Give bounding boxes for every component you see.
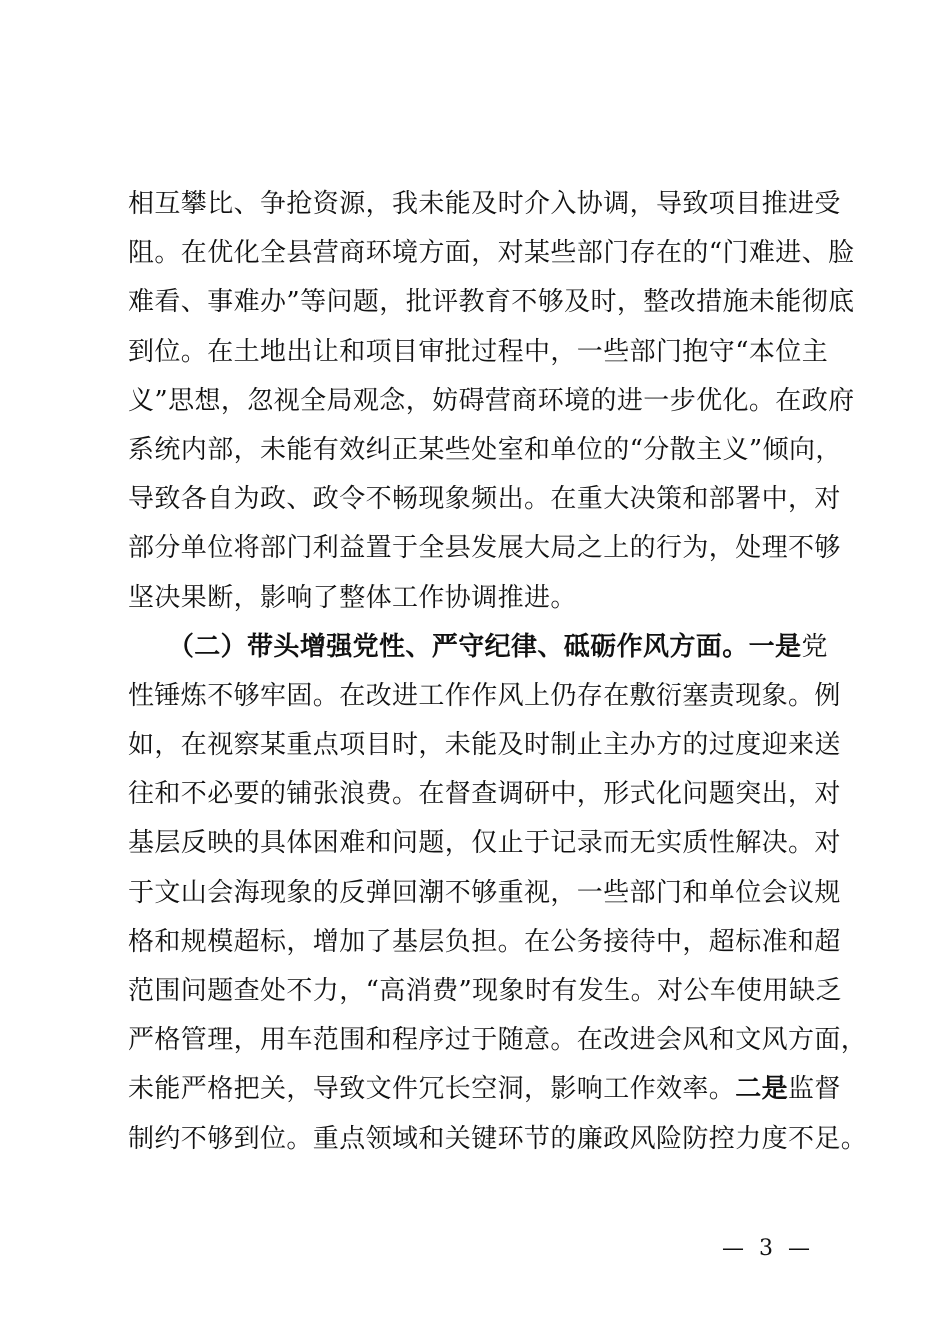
text-run: 相互攀比、争抢资源，我未能及时介入协调，导致项目推进受 bbox=[128, 189, 841, 219]
text-run: 坚决果断，影响了整体工作协调推进。 bbox=[128, 582, 577, 613]
text-line bbox=[128, 1065, 840, 1114]
text-run: 基层反映的具体困难和问题，仅止于记录而无实质性解决。对 bbox=[128, 828, 841, 859]
text-line bbox=[128, 918, 840, 967]
text-run: 党 bbox=[801, 631, 828, 662]
text-line bbox=[128, 1115, 868, 1164]
text-line bbox=[128, 1016, 868, 1065]
text-line bbox=[128, 524, 840, 573]
text-run: 系统内部，未能有效纠正某些处室和单位的“分散主义”倾向， bbox=[128, 434, 842, 465]
text-run: 往和不必要的铺张浪费。在督查调研中，形式化问题突出，对 bbox=[128, 779, 841, 810]
text-run: 监督 bbox=[788, 1074, 841, 1105]
section-heading: （二）带头增强党性、严守纪律、砥砺作风方面。 bbox=[180, 631, 749, 662]
body-text bbox=[128, 180, 868, 1164]
text-line bbox=[128, 377, 855, 426]
text-run: 格和规模超标，增加了基层负担。在公务接待中，超标准和超 bbox=[128, 926, 841, 957]
text-line bbox=[128, 770, 840, 819]
text-run: 性锤炼不够牢固。在改进工作作风上仍存在敷衍塞责现象。例 bbox=[128, 680, 841, 711]
text-run: 范围问题查处不力，“高消费”现象时有发生。对公车使用缺乏 bbox=[128, 976, 842, 1006]
text-run: 难看、事难办”等问题，批评教育不够及时，整改措施未能彻底 bbox=[128, 287, 855, 318]
text-run: 阻。在优化全县营商环境方面，对某些部门存在的“门难进、脸 bbox=[128, 238, 855, 269]
text-line bbox=[128, 721, 840, 770]
indent bbox=[128, 632, 181, 662]
point-marker: 一是 bbox=[748, 631, 802, 662]
text-run: 制约不够到位。重点领域和关键环节的廉政风险防控力度不足。 bbox=[128, 1123, 868, 1154]
text-run: 到位。在土地出让和项目审批过程中，一些部门抱守“本位主 bbox=[128, 336, 829, 367]
text-line bbox=[128, 819, 840, 868]
text-run: 部分单位将部门利益置于全县发展大局之上的行为，处理不够 bbox=[128, 533, 841, 564]
text-run: 未能严格把关，导致文件冗长空洞，影响工作效率。 bbox=[128, 1074, 736, 1105]
text-run: 导致各自为政、政令不畅现象频出。在重大决策和部署中，对 bbox=[128, 484, 841, 515]
text-line bbox=[128, 278, 855, 327]
text-line bbox=[128, 869, 840, 918]
text-line bbox=[128, 328, 840, 377]
text-run: 义”思想，忽视全局观念，妨碍营商环境的进一步优化。在政府 bbox=[128, 385, 855, 416]
section-heading-line bbox=[128, 623, 840, 672]
text-line bbox=[128, 426, 840, 475]
text-line bbox=[128, 574, 840, 623]
text-line bbox=[128, 180, 840, 229]
text-run: 如，在视察某重点项目时，未能及时制止主办方的过度迎来送 bbox=[128, 730, 841, 761]
text-line bbox=[128, 967, 840, 1016]
point-marker: 二是 bbox=[735, 1074, 789, 1105]
page-number: — 3 — bbox=[722, 1236, 814, 1261]
text-run: 于文山会海现象的反弹回潮不够重视，一些部门和单位会议规 bbox=[128, 877, 841, 908]
text-line bbox=[128, 229, 855, 278]
text-line bbox=[128, 475, 840, 524]
text-run: 严格管理，用车范围和程序过于随意。在改进会风和文风方面， bbox=[128, 1025, 868, 1056]
text-line bbox=[128, 672, 840, 721]
